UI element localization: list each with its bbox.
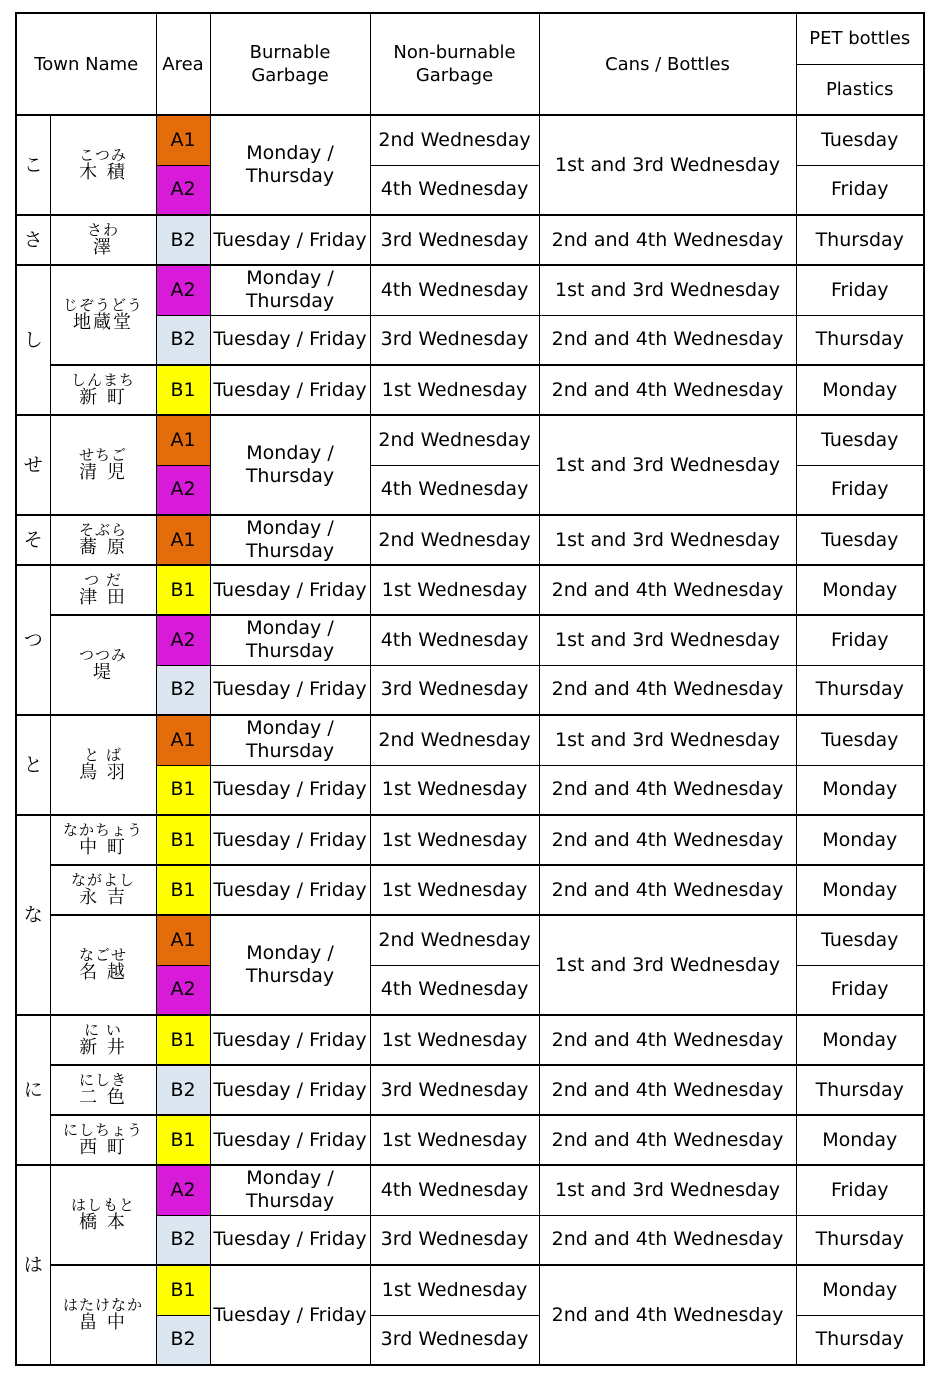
town-name-cell bbox=[50, 365, 156, 415]
plastics-cell: Thursday bbox=[796, 1315, 924, 1365]
burnable-cell: Monday / Thursday bbox=[210, 715, 370, 765]
town-name-cell bbox=[50, 415, 156, 515]
cans-cell: 2nd and 4th Wednesday bbox=[539, 565, 796, 615]
table-row bbox=[16, 615, 924, 665]
area-badge: A2 bbox=[156, 615, 210, 665]
table-row bbox=[16, 1265, 924, 1315]
cans-cell: 2nd and 4th Wednesday bbox=[539, 1215, 796, 1265]
town-kanji: 中 町 bbox=[79, 837, 127, 858]
town-furigana: はしもと bbox=[70, 1196, 135, 1214]
area-badge: B2 bbox=[156, 1065, 210, 1115]
cans-cell: 2nd and 4th Wednesday bbox=[539, 865, 796, 915]
table-row bbox=[16, 715, 924, 765]
header-plastics: Plastics bbox=[796, 64, 924, 115]
burnable-cell: Tuesday / Friday bbox=[210, 315, 370, 365]
town-furigana: に い bbox=[84, 1021, 122, 1039]
cans-cell: 2nd and 4th Wednesday bbox=[539, 1265, 796, 1365]
plastics-cell: Tuesday bbox=[796, 715, 924, 765]
table-row bbox=[16, 515, 924, 565]
garbage-schedule-table bbox=[15, 12, 925, 1366]
town-kanji: 蕎 原 bbox=[79, 537, 127, 558]
town-furigana: せちご bbox=[78, 446, 127, 464]
cans-cell: 2nd and 4th Wednesday bbox=[539, 315, 796, 365]
burnable-cell: Tuesday / Friday bbox=[210, 765, 370, 815]
area-badge: B2 bbox=[156, 215, 210, 265]
burnable-cell: Tuesday / Friday bbox=[210, 1015, 370, 1065]
non-burnable-cell: 3rd Wednesday bbox=[370, 1215, 539, 1265]
town-furigana: こつみ bbox=[79, 146, 127, 164]
town-kanji: 澤 bbox=[93, 237, 113, 258]
burnable-cell: Tuesday / Friday bbox=[210, 1065, 370, 1115]
cans-cell: 2nd and 4th Wednesday bbox=[539, 815, 796, 865]
plastics-cell: Tuesday bbox=[796, 515, 924, 565]
town-initial: に bbox=[16, 1015, 50, 1165]
burnable-cell: Tuesday / Friday bbox=[210, 865, 370, 915]
plastics-cell: Monday bbox=[796, 1115, 924, 1165]
non-burnable-cell: 2nd Wednesday bbox=[370, 715, 539, 765]
town-name-cell bbox=[50, 865, 156, 915]
area-badge: B1 bbox=[156, 865, 210, 915]
table-row bbox=[16, 215, 924, 265]
header-town-name: Town Name bbox=[16, 13, 156, 115]
town-name-cell bbox=[50, 1015, 156, 1065]
town-furigana: ながよし bbox=[70, 871, 135, 889]
cans-cell: 1st and 3rd Wednesday bbox=[539, 265, 796, 315]
cans-cell: 1st and 3rd Wednesday bbox=[539, 1165, 796, 1215]
header-cans-bottles: Cans / Bottles bbox=[539, 13, 796, 115]
town-name-cell bbox=[50, 715, 156, 815]
area-badge: B1 bbox=[156, 365, 210, 415]
town-furigana: はたけなか bbox=[62, 1296, 143, 1314]
non-burnable-cell: 1st Wednesday bbox=[370, 815, 539, 865]
burnable-cell: Monday / Thursday bbox=[210, 415, 370, 515]
town-initial: せ bbox=[16, 415, 50, 515]
burnable-cell: Monday / Thursday bbox=[210, 115, 370, 215]
town-furigana: そぶら bbox=[78, 521, 127, 539]
cans-cell: 2nd and 4th Wednesday bbox=[539, 665, 796, 715]
plastics-cell: Monday bbox=[796, 765, 924, 815]
non-burnable-cell: 2nd Wednesday bbox=[370, 515, 539, 565]
header-pet-bottles: PET bottles bbox=[796, 13, 924, 64]
table-row bbox=[16, 915, 924, 965]
cans-cell: 2nd and 4th Wednesday bbox=[539, 1065, 796, 1115]
area-badge: B2 bbox=[156, 665, 210, 715]
town-kanji: 永 吉 bbox=[79, 887, 127, 908]
area-badge: B1 bbox=[156, 1115, 210, 1165]
town-name-cell bbox=[50, 915, 156, 1015]
town-initial: は bbox=[16, 1165, 50, 1365]
non-burnable-cell: 4th Wednesday bbox=[370, 615, 539, 665]
table-row bbox=[16, 865, 924, 915]
burnable-cell: Monday / Thursday bbox=[210, 1165, 370, 1215]
header-row bbox=[16, 13, 924, 64]
plastics-cell: Tuesday bbox=[796, 915, 924, 965]
town-name-cell bbox=[50, 265, 156, 365]
table-row bbox=[16, 415, 924, 465]
burnable-cell: Tuesday / Friday bbox=[210, 365, 370, 415]
town-furigana: にしちょう bbox=[62, 1121, 143, 1139]
non-burnable-cell: 1st Wednesday bbox=[370, 1115, 539, 1165]
cans-cell: 1st and 3rd Wednesday bbox=[539, 615, 796, 665]
non-burnable-cell: 4th Wednesday bbox=[370, 965, 539, 1015]
burnable-cell: Tuesday / Friday bbox=[210, 565, 370, 615]
plastics-cell: Monday bbox=[796, 865, 924, 915]
town-kanji: 堤 bbox=[93, 662, 113, 683]
area-badge: A2 bbox=[156, 165, 210, 215]
cans-cell: 1st and 3rd Wednesday bbox=[539, 515, 796, 565]
cans-cell: 1st and 3rd Wednesday bbox=[539, 115, 796, 215]
plastics-cell: Friday bbox=[796, 265, 924, 315]
cans-cell: 2nd and 4th Wednesday bbox=[539, 1115, 796, 1165]
non-burnable-cell: 2nd Wednesday bbox=[370, 915, 539, 965]
burnable-cell: Tuesday / Friday bbox=[210, 665, 370, 715]
plastics-cell: Friday bbox=[796, 965, 924, 1015]
town-kanji: 鳥 羽 bbox=[79, 762, 127, 783]
plastics-cell: Monday bbox=[796, 565, 924, 615]
non-burnable-cell: 1st Wednesday bbox=[370, 765, 539, 815]
area-badge: B1 bbox=[156, 565, 210, 615]
town-kanji: 木 積 bbox=[79, 162, 127, 183]
town-kanji: 畠 中 bbox=[79, 1312, 127, 1333]
table-row bbox=[16, 1115, 924, 1165]
plastics-cell: Monday bbox=[796, 365, 924, 415]
burnable-cell: Monday / Thursday bbox=[210, 615, 370, 665]
plastics-cell: Friday bbox=[796, 1165, 924, 1215]
plastics-cell: Thursday bbox=[796, 665, 924, 715]
plastics-cell: Friday bbox=[796, 615, 924, 665]
plastics-cell: Monday bbox=[796, 1265, 924, 1315]
town-name-cell bbox=[50, 1265, 156, 1365]
header-non-burnable: Non-burnable Garbage bbox=[370, 13, 539, 115]
non-burnable-cell: 3rd Wednesday bbox=[370, 315, 539, 365]
plastics-cell: Tuesday bbox=[796, 415, 924, 465]
non-burnable-cell: 3rd Wednesday bbox=[370, 665, 539, 715]
cans-cell: 1st and 3rd Wednesday bbox=[539, 915, 796, 1015]
town-kanji: 新 町 bbox=[79, 387, 127, 408]
town-name-cell bbox=[50, 215, 156, 265]
non-burnable-cell: 2nd Wednesday bbox=[370, 415, 539, 465]
table-row bbox=[16, 365, 924, 415]
cans-cell: 2nd and 4th Wednesday bbox=[539, 215, 796, 265]
town-name-cell bbox=[50, 565, 156, 615]
plastics-cell: Thursday bbox=[796, 1065, 924, 1115]
non-burnable-cell: 4th Wednesday bbox=[370, 465, 539, 515]
area-badge: A2 bbox=[156, 265, 210, 315]
area-badge: B1 bbox=[156, 815, 210, 865]
table-row bbox=[16, 115, 924, 165]
town-initial: つ bbox=[16, 565, 50, 715]
area-badge: A1 bbox=[156, 915, 210, 965]
area-badge: A2 bbox=[156, 1165, 210, 1215]
plastics-cell: Friday bbox=[796, 465, 924, 515]
non-burnable-cell: 1st Wednesday bbox=[370, 865, 539, 915]
town-furigana: じぞうどう bbox=[62, 296, 143, 314]
non-burnable-cell: 1st Wednesday bbox=[370, 565, 539, 615]
cans-cell: 2nd and 4th Wednesday bbox=[539, 365, 796, 415]
area-badge: B1 bbox=[156, 765, 210, 815]
town-furigana: つつみ bbox=[78, 646, 127, 664]
area-badge: B2 bbox=[156, 1215, 210, 1265]
town-initial: そ bbox=[16, 515, 50, 565]
town-furigana: しんまち bbox=[70, 371, 135, 389]
header-burnable: Burnable Garbage bbox=[210, 13, 370, 115]
cans-cell: 1st and 3rd Wednesday bbox=[539, 715, 796, 765]
plastics-cell: Tuesday bbox=[796, 115, 924, 165]
table-row bbox=[16, 1015, 924, 1065]
town-furigana: なごせ bbox=[78, 946, 127, 964]
area-badge: B2 bbox=[156, 1315, 210, 1365]
town-name-cell bbox=[50, 115, 156, 215]
table-row bbox=[16, 1065, 924, 1115]
cans-cell: 2nd and 4th Wednesday bbox=[539, 765, 796, 815]
town-furigana: と ば bbox=[84, 746, 122, 764]
plastics-cell: Monday bbox=[796, 1015, 924, 1065]
town-kanji: 地蔵堂 bbox=[73, 312, 133, 333]
plastics-cell: Thursday bbox=[796, 315, 924, 365]
town-name-cell bbox=[50, 815, 156, 865]
town-furigana: なかちょう bbox=[62, 821, 143, 839]
town-initial: こ bbox=[16, 115, 50, 215]
table-row bbox=[16, 265, 924, 315]
area-badge: A1 bbox=[156, 715, 210, 765]
burnable-cell: Tuesday / Friday bbox=[210, 815, 370, 865]
non-burnable-cell: 4th Wednesday bbox=[370, 1165, 539, 1215]
burnable-cell: Tuesday / Friday bbox=[210, 1115, 370, 1165]
table-row bbox=[16, 815, 924, 865]
area-badge: B1 bbox=[156, 1015, 210, 1065]
town-furigana: にしき bbox=[78, 1071, 127, 1089]
non-burnable-cell: 4th Wednesday bbox=[370, 265, 539, 315]
plastics-cell: Thursday bbox=[796, 215, 924, 265]
non-burnable-cell: 3rd Wednesday bbox=[370, 1065, 539, 1115]
town-furigana: つ だ bbox=[84, 571, 122, 589]
plastics-cell: Monday bbox=[796, 815, 924, 865]
non-burnable-cell: 3rd Wednesday bbox=[370, 215, 539, 265]
town-initial: と bbox=[16, 715, 50, 815]
town-kanji: 清 児 bbox=[79, 462, 127, 483]
town-initial: な bbox=[16, 815, 50, 1015]
town-initial: し bbox=[16, 265, 50, 415]
burnable-cell: Monday / Thursday bbox=[210, 265, 370, 315]
burnable-cell: Monday / Thursday bbox=[210, 515, 370, 565]
burnable-cell: Monday / Thursday bbox=[210, 915, 370, 1015]
header-area: Area bbox=[156, 13, 210, 115]
town-name-cell bbox=[50, 1065, 156, 1115]
town-furigana: さわ bbox=[86, 221, 119, 239]
area-badge: A1 bbox=[156, 515, 210, 565]
area-badge: B2 bbox=[156, 315, 210, 365]
town-kanji: 二 色 bbox=[79, 1087, 127, 1108]
town-kanji: 新 井 bbox=[79, 1037, 127, 1058]
area-badge: A2 bbox=[156, 965, 210, 1015]
area-badge: A1 bbox=[156, 415, 210, 465]
town-kanji: 名 越 bbox=[79, 962, 127, 983]
town-name-cell bbox=[50, 615, 156, 715]
non-burnable-cell: 1st Wednesday bbox=[370, 1265, 539, 1315]
non-burnable-cell: 4th Wednesday bbox=[370, 165, 539, 215]
table-row bbox=[16, 1165, 924, 1215]
town-name-cell bbox=[50, 515, 156, 565]
table-row bbox=[16, 565, 924, 615]
cans-cell: 2nd and 4th Wednesday bbox=[539, 1015, 796, 1065]
town-kanji: 西 町 bbox=[79, 1137, 127, 1158]
town-kanji: 津 田 bbox=[79, 587, 127, 608]
non-burnable-cell: 2nd Wednesday bbox=[370, 115, 539, 165]
non-burnable-cell: 3rd Wednesday bbox=[370, 1315, 539, 1365]
town-initial: さ bbox=[16, 215, 50, 265]
non-burnable-cell: 1st Wednesday bbox=[370, 365, 539, 415]
town-name-cell bbox=[50, 1115, 156, 1165]
burnable-cell: Tuesday / Friday bbox=[210, 1265, 370, 1365]
town-name-cell bbox=[50, 1165, 156, 1265]
cans-cell: 1st and 3rd Wednesday bbox=[539, 415, 796, 515]
burnable-cell: Tuesday / Friday bbox=[210, 215, 370, 265]
plastics-cell: Thursday bbox=[796, 1215, 924, 1265]
area-badge: A2 bbox=[156, 465, 210, 515]
non-burnable-cell: 1st Wednesday bbox=[370, 1015, 539, 1065]
burnable-cell: Tuesday / Friday bbox=[210, 1215, 370, 1265]
plastics-cell: Friday bbox=[796, 165, 924, 215]
town-kanji: 橋 本 bbox=[79, 1212, 127, 1233]
area-badge: B1 bbox=[156, 1265, 210, 1315]
area-badge: A1 bbox=[156, 115, 210, 165]
